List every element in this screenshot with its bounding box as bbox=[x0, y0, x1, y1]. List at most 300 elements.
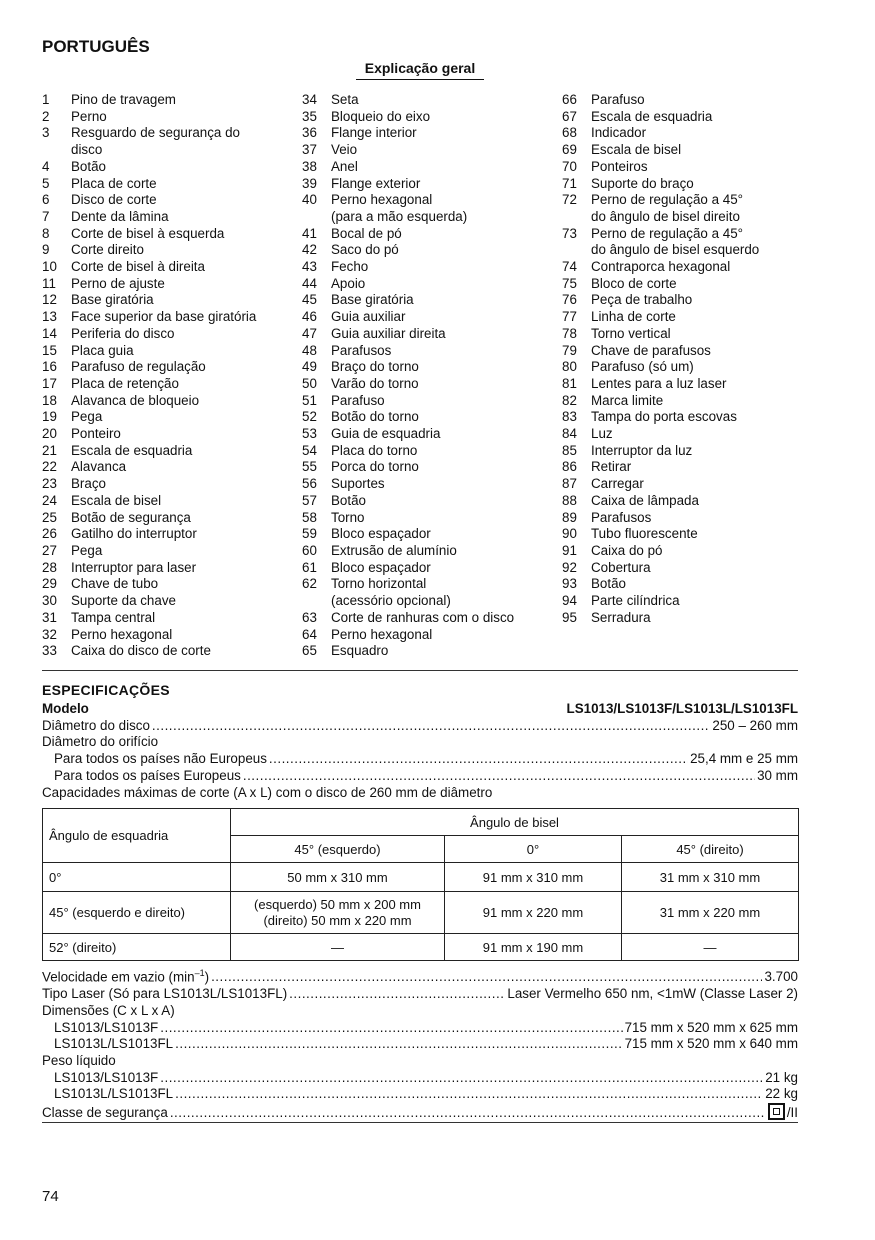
part-list-item bbox=[302, 459, 514, 476]
miter-header: Ângulo de esquadria bbox=[43, 809, 231, 863]
model-value: LS1013/LS1013F/LS1013L/LS1013FL bbox=[566, 701, 798, 716]
part-number: 86 bbox=[562, 459, 577, 475]
part-list-item bbox=[562, 125, 759, 142]
part-number: 94 bbox=[562, 593, 577, 609]
part-number: 26 bbox=[42, 526, 57, 542]
part-name: Fecho bbox=[331, 259, 369, 275]
part-number: 1 bbox=[42, 92, 50, 107]
part-number: 37 bbox=[302, 142, 317, 158]
part-list-item bbox=[302, 343, 514, 360]
part-number: 35 bbox=[302, 108, 317, 124]
part-name: Corte de bisel à esquerda bbox=[71, 225, 225, 241]
part-name: Periferia do disco bbox=[71, 325, 175, 341]
part-number: 17 bbox=[42, 375, 57, 391]
part-name: Marca limite bbox=[591, 392, 664, 408]
part-list-item bbox=[42, 343, 256, 360]
part-name: Porca do torno bbox=[331, 459, 419, 475]
part-name: Lentes para a luz laser bbox=[591, 375, 727, 391]
part-name: Escala de esquadria bbox=[591, 108, 713, 124]
part-number: 38 bbox=[302, 158, 317, 174]
part-number: 74 bbox=[562, 259, 577, 275]
part-number: 47 bbox=[302, 325, 317, 341]
part-list-item bbox=[302, 643, 514, 660]
part-number: 3 bbox=[42, 125, 50, 141]
bore-non-eu-label: Para todos os países não Europeus bbox=[54, 751, 267, 767]
part-list-item bbox=[562, 560, 759, 577]
part-number: 13 bbox=[42, 309, 57, 325]
part-name: Caixa do disco de corte bbox=[71, 643, 211, 659]
part-name: Corte direito bbox=[71, 242, 144, 258]
part-number: 77 bbox=[562, 309, 577, 325]
part-name: Chave de parafusos bbox=[591, 342, 711, 358]
dim1-row bbox=[42, 1020, 798, 1037]
part-name: Ponteiros bbox=[591, 158, 648, 174]
part-name: Pega bbox=[71, 542, 103, 558]
table-cell: 50 mm x 310 mm bbox=[231, 863, 445, 892]
part-number: 5 bbox=[42, 175, 50, 191]
part-number: 69 bbox=[562, 142, 577, 158]
part-number: 55 bbox=[302, 459, 317, 475]
part-list-item bbox=[562, 543, 759, 560]
part-list-item bbox=[562, 526, 759, 543]
part-name: Bloco espaçador bbox=[331, 559, 431, 575]
table-cell: (esquerdo) 50 mm x 200 mm (direito) 50 mm x 220 mm bbox=[231, 892, 445, 934]
part-list-item bbox=[42, 309, 256, 326]
parts-list-column-2 bbox=[302, 92, 514, 660]
part-number: 7 bbox=[42, 208, 50, 224]
part-name: Varão do torno bbox=[331, 375, 419, 391]
part-name: Perno de regulação a 45° do ângulo de bisel direito bbox=[591, 192, 744, 224]
part-number: 68 bbox=[562, 125, 577, 141]
part-list-item bbox=[562, 476, 759, 493]
table-cell: 91 mm x 190 mm bbox=[445, 934, 622, 961]
bore-label: Diâmetro do orifício bbox=[42, 734, 159, 750]
part-name: Bloco espaçador bbox=[331, 526, 431, 542]
part-name: Suportes bbox=[331, 476, 385, 492]
part-list-item bbox=[302, 292, 514, 309]
capacities-row bbox=[42, 785, 798, 802]
part-name: Parafuso de regulação bbox=[71, 359, 206, 375]
part-list-item bbox=[302, 393, 514, 410]
part-name: Linha de corte bbox=[591, 309, 676, 325]
part-number: 53 bbox=[302, 426, 317, 442]
part-name: Indicador bbox=[591, 125, 647, 141]
part-number: 33 bbox=[42, 643, 57, 659]
part-list-item bbox=[562, 226, 759, 259]
part-number: 51 bbox=[302, 392, 317, 408]
part-name: Caixa do pó bbox=[591, 542, 663, 558]
bore-non-eu-row bbox=[42, 751, 798, 768]
disc-diameter-row bbox=[42, 718, 798, 735]
part-name: Perno hexagonal (para a mão esquerda) bbox=[331, 192, 468, 224]
part-number: 16 bbox=[42, 359, 57, 375]
part-list-item bbox=[42, 643, 256, 660]
part-list-item bbox=[562, 493, 759, 510]
part-number: 25 bbox=[42, 509, 57, 525]
part-number: 31 bbox=[42, 609, 57, 625]
part-number: 57 bbox=[302, 492, 317, 508]
part-list-item bbox=[42, 526, 256, 543]
part-number: 36 bbox=[302, 125, 317, 141]
part-name: Escala de bisel bbox=[71, 492, 162, 508]
part-name: Perno de ajuste bbox=[71, 275, 165, 291]
part-list-item bbox=[42, 576, 256, 593]
part-name: Pega bbox=[71, 409, 103, 425]
part-number: 34 bbox=[302, 92, 317, 107]
part-number: 9 bbox=[42, 242, 50, 258]
part-name: Flange interior bbox=[331, 125, 417, 141]
part-name: Parafuso bbox=[591, 92, 645, 107]
part-number: 62 bbox=[302, 576, 317, 592]
part-list-item bbox=[302, 543, 514, 560]
part-list-item bbox=[42, 209, 256, 226]
part-list-item bbox=[42, 125, 256, 158]
safety-class-value: /II bbox=[786, 1105, 798, 1121]
part-list-item bbox=[42, 292, 256, 309]
part-name: Interruptor para laser bbox=[71, 559, 197, 575]
part-name: Parte cilíndrica bbox=[591, 593, 680, 609]
part-name: Base giratória bbox=[71, 292, 154, 308]
part-number: 78 bbox=[562, 325, 577, 341]
dimensions-row bbox=[42, 1003, 798, 1020]
part-name: Placa do torno bbox=[331, 442, 418, 458]
part-number: 89 bbox=[562, 509, 577, 525]
part-list-item bbox=[302, 109, 514, 126]
part-list-item bbox=[42, 192, 256, 209]
part-number: 21 bbox=[42, 442, 57, 458]
part-name: Corte de bisel à direita bbox=[71, 259, 205, 275]
part-number: 65 bbox=[302, 643, 317, 659]
part-number: 60 bbox=[302, 542, 317, 558]
part-name: Gatilho do interruptor bbox=[71, 526, 197, 542]
part-list-item bbox=[302, 92, 514, 109]
part-list-item bbox=[42, 459, 256, 476]
part-list-item bbox=[302, 576, 514, 609]
part-name: Suporte da chave bbox=[71, 593, 176, 609]
table-cell: 91 mm x 220 mm bbox=[445, 892, 622, 934]
part-number: 56 bbox=[302, 476, 317, 492]
part-number: 22 bbox=[42, 459, 57, 475]
part-name: Extrusão de alumínio bbox=[331, 542, 457, 558]
part-list-item bbox=[302, 409, 514, 426]
part-list-item bbox=[562, 176, 759, 193]
part-list-item bbox=[302, 526, 514, 543]
part-name: Apoio bbox=[331, 275, 366, 291]
part-list-item bbox=[42, 326, 256, 343]
part-number: 18 bbox=[42, 392, 57, 408]
part-number: 40 bbox=[302, 192, 317, 208]
part-number: 72 bbox=[562, 192, 577, 208]
part-name: Perno de regulação a 45° do ângulo de bisel esquerdo bbox=[591, 225, 760, 258]
part-list-item bbox=[302, 510, 514, 527]
table-cell: 91 mm x 310 mm bbox=[445, 863, 622, 892]
divider bbox=[42, 1122, 798, 1123]
part-name: Guia auxiliar direita bbox=[331, 325, 446, 341]
part-list-item bbox=[302, 443, 514, 460]
part-number: 70 bbox=[562, 158, 577, 174]
part-name: Luz bbox=[591, 426, 613, 442]
part-list-item bbox=[562, 343, 759, 360]
part-name: Bloco de corte bbox=[591, 275, 677, 291]
part-name: Botão bbox=[591, 576, 626, 592]
part-name: Serradura bbox=[591, 609, 651, 625]
part-list-item bbox=[302, 142, 514, 159]
part-list-item bbox=[42, 109, 256, 126]
part-name: Carregar bbox=[591, 476, 644, 492]
part-list-item bbox=[302, 125, 514, 142]
part-number: 87 bbox=[562, 476, 577, 492]
part-number: 91 bbox=[562, 542, 577, 558]
part-name: Parafuso bbox=[331, 392, 385, 408]
part-number: 48 bbox=[302, 342, 317, 358]
dim2-value: 715 mm x 520 mm x 640 mm bbox=[624, 1036, 798, 1052]
cutting-capacity-table bbox=[42, 808, 799, 961]
part-list-item bbox=[562, 326, 759, 343]
part-list-item bbox=[562, 192, 759, 225]
part-list-item bbox=[562, 426, 759, 443]
part-name: Escala de bisel bbox=[591, 142, 682, 158]
laser-value: Laser Vermelho 650 nm, <1mW (Classe Laser 2) bbox=[507, 986, 798, 1002]
bore-non-eu-value: 25,4 mm e 25 mm bbox=[690, 751, 798, 767]
part-list-item bbox=[302, 476, 514, 493]
part-list-item bbox=[562, 610, 759, 627]
table-cell: 31 mm x 310 mm bbox=[622, 863, 799, 892]
part-number: 66 bbox=[562, 92, 577, 107]
part-number: 4 bbox=[42, 158, 50, 174]
part-name: Veio bbox=[331, 142, 358, 158]
part-name: Alavanca bbox=[71, 459, 127, 475]
part-list-item bbox=[42, 259, 256, 276]
part-name: Resguardo de segurança do disco bbox=[71, 125, 240, 158]
bevel-col-header: 0° bbox=[445, 836, 622, 863]
part-name: Esquadro bbox=[331, 643, 389, 659]
weight1-value: 21 kg bbox=[765, 1069, 798, 1085]
weight2-value: 22 kg bbox=[765, 1086, 798, 1102]
part-number: 59 bbox=[302, 526, 317, 542]
part-number: 63 bbox=[302, 609, 317, 625]
weight-label: Peso líquido bbox=[42, 1052, 116, 1068]
part-name: Escala de esquadria bbox=[71, 442, 193, 458]
part-list-item bbox=[42, 242, 256, 259]
table-row bbox=[43, 934, 799, 961]
part-number: 61 bbox=[302, 559, 317, 575]
part-list-item bbox=[302, 560, 514, 577]
part-number: 67 bbox=[562, 108, 577, 124]
part-number: 29 bbox=[42, 576, 57, 592]
part-number: 6 bbox=[42, 192, 50, 208]
part-number: 19 bbox=[42, 409, 57, 425]
speed-label: Velocidade em vazio $(\min^{-1})$ bbox=[42, 968, 210, 985]
part-name: Corte de ranhuras com o disco bbox=[331, 609, 515, 625]
part-number: 82 bbox=[562, 392, 577, 408]
part-number: 75 bbox=[562, 275, 577, 291]
part-number: 92 bbox=[562, 559, 577, 575]
part-number: 64 bbox=[302, 626, 317, 642]
part-list-item bbox=[42, 593, 256, 610]
part-number: 46 bbox=[302, 309, 317, 325]
laser-row bbox=[42, 986, 798, 1003]
part-number: 14 bbox=[42, 325, 57, 341]
part-name: Guia auxiliar bbox=[331, 309, 406, 325]
part-number: 54 bbox=[302, 442, 317, 458]
part-list-item bbox=[562, 276, 759, 293]
part-name: Tampa do porta escovas bbox=[591, 409, 737, 425]
part-name: Torno bbox=[331, 509, 365, 525]
safety-class-label: Classe de segurança bbox=[42, 1105, 168, 1121]
part-name: Bocal de pó bbox=[331, 225, 402, 241]
part-number: 44 bbox=[302, 275, 317, 291]
specs-bottom bbox=[42, 965, 798, 1122]
part-name: Face superior da base giratória bbox=[71, 309, 257, 325]
part-number: 95 bbox=[562, 609, 577, 625]
part-number: 73 bbox=[562, 225, 577, 241]
part-number: 71 bbox=[562, 175, 577, 191]
table-cell: — bbox=[622, 934, 799, 961]
dim1-value: 715 mm x 520 mm x 625 mm bbox=[624, 1019, 798, 1035]
table-row bbox=[43, 863, 799, 892]
class-ii-double-insulation-icon bbox=[768, 1103, 785, 1120]
part-number: 30 bbox=[42, 593, 57, 609]
part-name: Pino de travagem bbox=[71, 92, 176, 107]
part-name: Alavanca de bloqueio bbox=[71, 392, 200, 408]
part-name: Tampa central bbox=[71, 609, 156, 625]
part-number: 12 bbox=[42, 292, 57, 308]
part-list-item bbox=[562, 292, 759, 309]
part-list-item bbox=[42, 493, 256, 510]
language-heading: PORTUGUÊS bbox=[42, 37, 150, 56]
part-name: Seta bbox=[331, 92, 359, 107]
part-list-item bbox=[302, 259, 514, 276]
part-list-item bbox=[42, 627, 256, 644]
part-name: Guia de esquadria bbox=[331, 426, 441, 442]
divider bbox=[42, 670, 798, 671]
part-list-item bbox=[302, 192, 514, 225]
part-list-item bbox=[42, 359, 256, 376]
bore-eu-label: Para todos os países Europeus bbox=[54, 767, 241, 783]
weight1-row bbox=[42, 1070, 798, 1087]
bore-eu-row bbox=[42, 768, 798, 785]
part-number: 58 bbox=[302, 509, 317, 525]
part-list-item bbox=[42, 226, 256, 243]
part-name: Saco do pó bbox=[331, 242, 399, 258]
bevel-col-header: 45° (esquerdo) bbox=[231, 836, 445, 863]
part-list-item bbox=[562, 92, 759, 109]
section-subtitle: Explicação geral bbox=[356, 60, 484, 80]
part-number: 80 bbox=[562, 359, 577, 375]
part-number: 83 bbox=[562, 409, 577, 425]
bevel-col-header: 45° (direito) bbox=[622, 836, 799, 863]
part-list-item bbox=[42, 376, 256, 393]
part-list-item bbox=[302, 276, 514, 293]
part-list-item bbox=[562, 393, 759, 410]
part-name: Braço bbox=[71, 476, 106, 492]
part-number: 85 bbox=[562, 442, 577, 458]
part-number: 43 bbox=[302, 259, 317, 275]
part-name: Parafusos bbox=[591, 509, 652, 525]
part-list-item bbox=[562, 443, 759, 460]
dimensions-label: Dimensões (C x L x A) bbox=[42, 1002, 175, 1018]
table-row bbox=[43, 892, 799, 934]
part-number: 8 bbox=[42, 225, 50, 241]
part-name: Tubo fluorescente bbox=[591, 526, 698, 542]
part-list-item bbox=[562, 359, 759, 376]
parts-list-column-1 bbox=[42, 92, 256, 660]
part-name: Torno horizontal (acessório opcional) bbox=[331, 576, 451, 609]
bevel-header: Ângulo de bisel bbox=[231, 809, 799, 836]
part-name: Placa guia bbox=[71, 342, 134, 358]
part-name: Perno hexagonal bbox=[331, 626, 433, 642]
part-list-item bbox=[302, 627, 514, 644]
part-number: 24 bbox=[42, 492, 57, 508]
part-number: 39 bbox=[302, 175, 317, 191]
part-name: Botão do torno bbox=[331, 409, 419, 425]
capacities-label: Capacidades máximas de corte (A x L) com o disco de 260 mm de diâmetro bbox=[42, 784, 493, 800]
part-list-item bbox=[302, 176, 514, 193]
part-list-item bbox=[562, 142, 759, 159]
part-list-item bbox=[302, 610, 514, 627]
dim2-row bbox=[42, 1036, 798, 1053]
part-name: Contraporca hexagonal bbox=[591, 259, 731, 275]
part-number: 15 bbox=[42, 342, 57, 358]
part-number: 88 bbox=[562, 492, 577, 508]
part-number: 10 bbox=[42, 259, 57, 275]
part-number: 52 bbox=[302, 409, 317, 425]
part-number: 20 bbox=[42, 426, 57, 442]
part-name: Disco de corte bbox=[71, 192, 157, 208]
part-number: 42 bbox=[302, 242, 317, 258]
page-number: 74 bbox=[42, 1188, 59, 1205]
weight1-label: LS1013/LS1013F bbox=[54, 1069, 159, 1085]
part-name: Parafusos bbox=[331, 342, 392, 358]
part-list-item bbox=[42, 159, 256, 176]
part-list-item bbox=[562, 159, 759, 176]
part-list-item bbox=[302, 376, 514, 393]
part-list-item bbox=[302, 242, 514, 259]
part-list-item bbox=[302, 226, 514, 243]
part-list-item bbox=[302, 326, 514, 343]
part-number: 90 bbox=[562, 526, 577, 542]
part-name: Botão de segurança bbox=[71, 509, 191, 525]
part-name: Interruptor da luz bbox=[591, 442, 693, 458]
part-list-item bbox=[562, 576, 759, 593]
part-list-item bbox=[42, 610, 256, 627]
weight2-label: LS1013L/LS1013FL bbox=[54, 1086, 174, 1102]
part-name: Bloqueio do eixo bbox=[331, 108, 431, 124]
part-name: Cobertura bbox=[591, 559, 651, 575]
part-name: Peça de trabalho bbox=[591, 292, 693, 308]
part-list-item bbox=[42, 443, 256, 460]
part-list-item bbox=[562, 510, 759, 527]
part-list-item bbox=[42, 92, 256, 109]
part-list-item bbox=[302, 309, 514, 326]
part-name: Perno hexagonal bbox=[71, 626, 173, 642]
part-list-item bbox=[562, 109, 759, 126]
model-row bbox=[42, 701, 798, 718]
part-name: Torno vertical bbox=[591, 325, 671, 341]
disc-diameter-value: 250 – 260 mm bbox=[712, 717, 798, 733]
part-list-item bbox=[562, 259, 759, 276]
speed-value: 3.700 bbox=[764, 969, 798, 985]
part-number: 11 bbox=[42, 275, 56, 291]
part-name: Chave de tubo bbox=[71, 576, 159, 592]
part-name: Retirar bbox=[591, 459, 632, 475]
table-cell: 0° bbox=[43, 863, 231, 892]
part-list-item bbox=[42, 393, 256, 410]
part-list-item bbox=[42, 476, 256, 493]
part-name: Anel bbox=[331, 158, 358, 174]
part-number: 32 bbox=[42, 626, 57, 642]
part-name: Suporte do braço bbox=[591, 175, 694, 191]
